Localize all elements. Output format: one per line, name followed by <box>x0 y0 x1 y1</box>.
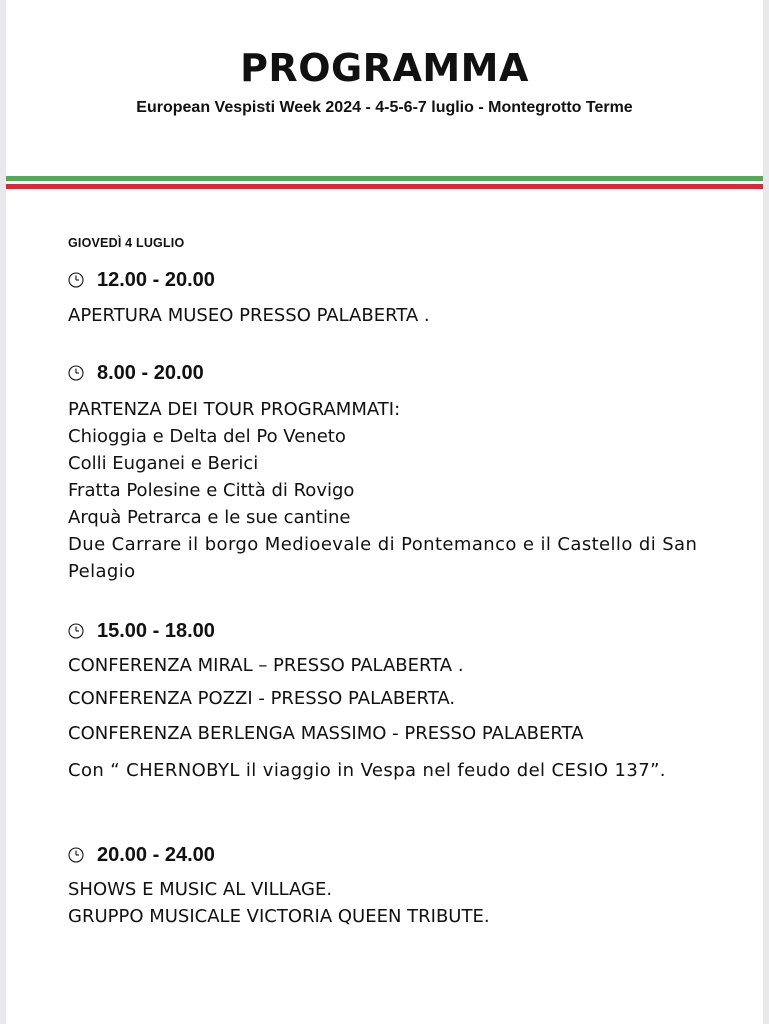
event-time-row <box>68 267 215 293</box>
event-line: Colli Euganei e Berici <box>68 453 259 474</box>
event-line: Arquà Petrarca e le sue cantine <box>68 507 351 528</box>
event-line: Fratta Polesine e Città di Rovigo <box>68 480 355 501</box>
event-line: SHOWS E MUSIC AL VILLAGE. <box>68 879 333 900</box>
event-time-row <box>68 360 204 386</box>
event-line: CONFERENZA MIRAL – PRESSO PALABERTA . <box>68 655 464 676</box>
event-time-row <box>68 618 215 644</box>
event-line: Chioggia e Delta del Po Veneto <box>68 426 346 447</box>
event-time-row <box>68 842 215 868</box>
flag-stripe-red <box>6 184 763 189</box>
event-line: APERTURA MUSEO PRESSO PALABERTA . <box>68 305 430 326</box>
clock-icon <box>68 623 84 639</box>
clock-icon <box>68 272 84 288</box>
event-time: 8.00 - 20.00 <box>97 361 204 384</box>
day-heading: GIOVEDÌ 4 LUGLIO <box>68 236 185 250</box>
event-time: 12.00 - 20.00 <box>97 268 215 291</box>
event-line: CONFERENZA BERLENGA MASSIMO - PRESSO PALABERTA <box>68 723 584 744</box>
page-title: PROGRAMMA <box>240 46 529 90</box>
event-line: GRUPPO MUSICALE VICTORIA QUEEN TRIBUTE. <box>68 906 490 927</box>
page-subtitle: European Vespisti Week 2024 - 4-5-6-7 luglio - Montegrotto Terme <box>136 99 633 116</box>
event-time: 20.00 - 24.00 <box>97 843 215 866</box>
event-time: 15.00 - 18.00 <box>97 619 215 642</box>
event-line: PARTENZA DEI TOUR PROGRAMMATI: <box>68 399 401 420</box>
clock-icon <box>68 847 84 863</box>
clock-icon <box>68 365 84 381</box>
event-line: Due Carrare il borgo Medioevale di Pontemanco e il Castello di San Pelagio <box>68 534 698 582</box>
event-line: CONFERENZA POZZI - PRESSO PALABERTA. <box>68 688 456 709</box>
program-page <box>6 0 763 1024</box>
event-line: Con “ CHERNOBYL il viaggio in Vespa nel feudo del CESIO 137”. <box>68 760 666 781</box>
